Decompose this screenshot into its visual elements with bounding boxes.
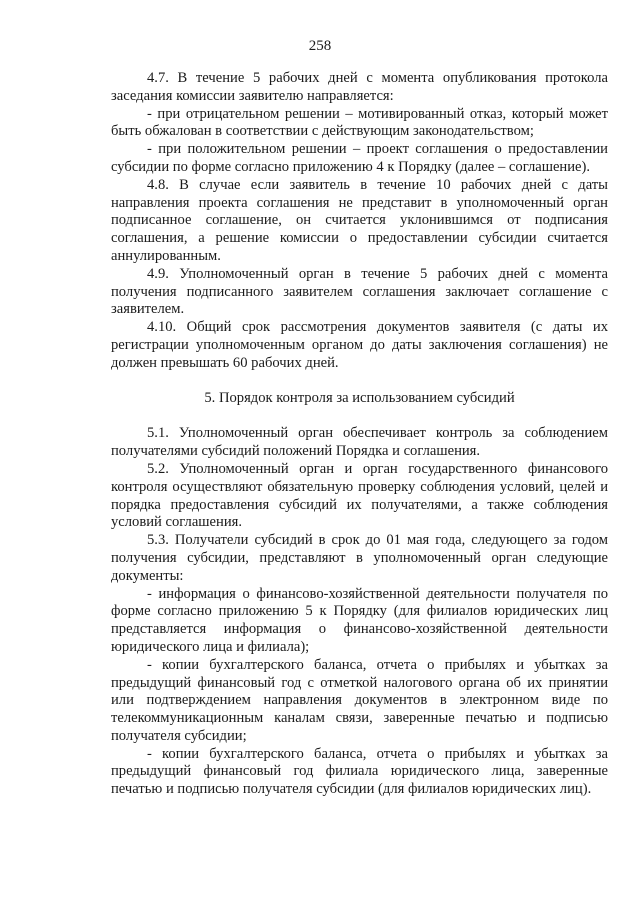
paragraph-5-2: 5.2. Уполномоченный орган и орган государственного финансового контроля осуществляют обязательную проверку соблюдения условий, целей и порядка предоставления субсидий их получателями, а также соблюдения условий соглашения. [111, 460, 608, 531]
list-item-branch-balance-copies: - копии бухгалтерского баланса, отчета о прибылях и убытках за предыдущий финансовый год филиала юридического лица, заверенные печатью и подписью получателя субсидии (для филиалов юридических лиц). [111, 745, 608, 798]
document-body [111, 70, 608, 799]
paragraph-4-7: 4.7. В течение 5 рабочих дней с момента опубликования протокола заседания комиссии заявителю направляется: [111, 70, 608, 104]
paragraph-4-9: 4.9. Уполномоченный орган в течение 5 рабочих дней с момента получения подписанного заявителем соглашения заключает соглашение с заявителем. [111, 265, 608, 318]
paragraph-4-10: 4.10. Общий срок рассмотрения документов заявителя (с даты их регистрации уполномоченным органом до даты заключения соглашения) не должен превышать 60 рабочих дней. [111, 319, 608, 371]
section-heading: 5. Порядок контроля за использованием субсидий [204, 389, 515, 406]
list-item-financial-info: - информация о финансово-хозяйственной деятельности получателя по форме согласно приложению 5 к Порядку (для филиалов юридических лиц представляется информация о финансово-хозяйственной деятельности юридического лица и филиала); [111, 585, 608, 655]
page-number: 258 [308, 38, 332, 54]
list-item-negative-decision: - при отрицательном решении – мотивированный отказ, который может быть обжалован в соответствии с действующим законодательством; [111, 105, 608, 140]
list-item-balance-copies: - копии бухгалтерского баланса, отчета о прибылях и убытках за предыдущий финансовый год с отметкой налогового органа об их принятии или подтверждением направления документов в электронном виде по телекоммуникационным каналам связи, заверенные печатью и подписью получателя субсидии; [111, 656, 608, 744]
paragraph-5-3: 5.3. Получатели субсидий в срок до 01 мая года, следующего за годом получения субсидии, представляют в уполномоченный орган следующие документы: [111, 532, 608, 584]
paragraph-4-8: 4.8. В случае если заявитель в течение 10 рабочих дней с даты направления проекта соглашения не представит в уполномоченный орган подписанное соглашение, он считается уклонившимся от подписания соглашения, а решение комиссии о предоставлении субсидии считается аннулированным. [111, 176, 608, 264]
list-item-positive-decision: - при положительном решении – проект соглашения о предоставлении субсидии по форме согласно приложению 4 к Порядку (далее – соглашение). [111, 141, 608, 175]
paragraph-5-1: 5.1. Уполномоченный орган обеспечивает контроль за соблюдением получателями субсидий положений Порядка и соглашения. [111, 425, 608, 460]
